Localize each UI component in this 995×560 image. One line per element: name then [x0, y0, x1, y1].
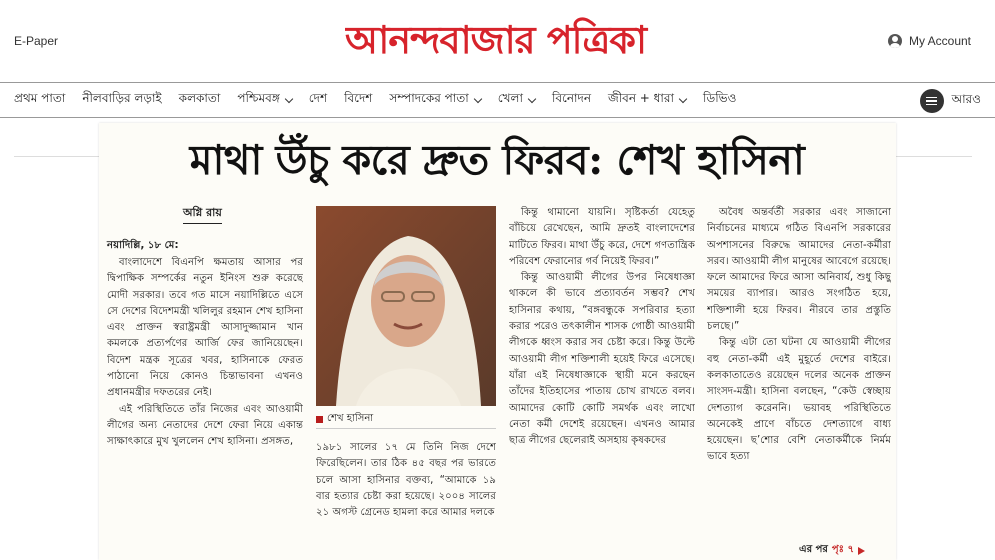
- chevron-down-icon: [474, 94, 482, 102]
- hamburger-icon: [920, 89, 944, 113]
- paragraph: অবৈধ অন্তর্বর্তী সরকার এবং সাজানো নির্বাচনের মাধ্যমে গঠিত বিএনপি সরকারের অপশাসনের বিরুদ্ধে আমাদের নেতা-কর্মীরা সরব। আওয়ামী লীগ মানুষের আবেগে রয়েছে। ফলে আমাদের ফিরে আসা অনিবার্য, শুধু কিছু সময়ের ব্যাপার। আরও সংগঠিত হয়ে, শক্তিশালী হয়ে ফিরব। নীরবে তার প্রস্তুতি চলছে।”: [707, 207, 891, 333]
- continued-on-page[interactable]: [799, 542, 865, 559]
- photo-caption-text: শেখ হাসিনা: [327, 413, 374, 424]
- paragraph: কিন্তু এটা তো ঘটনা যে আওয়ামী লীগের বহু নেতা-কর্মী এই মুহূর্তে দেশের বাইরে। কলকাতাতেও রয়েছেন দলের অনেক প্রাক্তন সাংসদ-মন্ত্রী। হাসিনা বলছেন, “কেউ স্বেচ্ছায় দেশত্যাগ করেননি। ভয়াবহ পরিস্থিতিতে অনেকেই প্রাণে বাঁচতে দেশত্যাগে বাধ্য হয়েছেন। ছ’শোর বেশি নেতাকর্মীকে নির্মম ভাবে হত্যা: [707, 337, 891, 463]
- article-headline: মাথা উঁচু করে দ্রুত ফিরব: শেখ হাসিনা: [189, 136, 805, 184]
- nav-item-label: প্রথম পাতা: [14, 91, 66, 105]
- epaper-link[interactable]: E-Paper: [14, 34, 59, 48]
- nav-item-label: কলকাতা: [178, 91, 221, 105]
- nav-item[interactable]: [237, 90, 291, 110]
- my-account-label: My Account: [908, 34, 971, 48]
- article-byline: অগ্নি রায়: [183, 205, 222, 224]
- nav-item[interactable]: [552, 90, 591, 110]
- nav-item-label: বিনোদন: [551, 91, 591, 105]
- epaper-clipping[interactable]: [99, 123, 896, 560]
- main-nav: [0, 82, 995, 118]
- nav-item[interactable]: [703, 90, 736, 110]
- article-photo: [316, 206, 496, 406]
- continued-label: এর পর: [799, 544, 828, 555]
- caption-marker-icon: [316, 416, 323, 423]
- continued-page-number: পৃঃ ৭: [831, 544, 854, 555]
- article-column-4: [707, 205, 891, 541]
- more-menu-button[interactable]: [920, 89, 981, 113]
- more-label: আরও: [951, 92, 981, 106]
- content-area: [0, 118, 995, 560]
- nav-item-label: দেশ: [308, 91, 328, 105]
- nav-item[interactable]: [82, 90, 161, 110]
- paragraph: কিন্তু আওয়ামী লীগের উপর নিষেধাজ্ঞা থাকলে কী ভাবে প্রত্যাবর্তন সম্ভব? শেখ হাসিনার কথায়, “বঙ্গবন্ধুকে সপরিবার হত্যা করার পরেও তৎকালীন শাসক গোষ্ঠী আওয়ামী লীগকে ধ্বংস করার সব চেষ্টা করে। কিন্তু উল্টে আওয়ামী লীগ শক্তিশালী হয়েই ফিরে এসেছে। যাঁরা এই নিষেধাজ্ঞাকে স্থায়ী মনে করছেন তাঁদের ইতিহাসের পাতায় চোখ রাখতে বলব। আমাদের কোটি কোটি সমর্থক এবং লাখো নেতা কর্মী দেশেই রয়েছেন। এখনও আমার ছাত্র লীগের ছেলেরাই অসহায় কৃষকদের: [509, 272, 695, 447]
- chevron-down-icon: [679, 94, 687, 102]
- paragraph: কিন্তু থামানো যায়নি। সৃষ্টিকর্তা যেহেতু বাঁচিয়ে রেখেছেন, আমি দ্রুতই বাংলাদেশের মাটিতে ফিরব। মাথা উঁচু করে, দেশে গণতান্ত্রিক পরিবেশ ফেরানোর গর্ব নিয়েই ফিরব।”: [509, 207, 695, 267]
- site-logo[interactable]: আনন্দবাজার পত্রিকা: [345, 17, 647, 62]
- nav-item-label: পশ্চিমবঙ্গ: [237, 91, 280, 105]
- play-arrow-icon: [858, 547, 865, 555]
- nav-item-label: জীবন + ধারা: [607, 91, 674, 105]
- nav-item[interactable]: [498, 90, 535, 110]
- nav-item-label: ডিভিও: [702, 91, 737, 105]
- chevron-down-icon: [528, 94, 536, 102]
- article-dateline: নয়াদিল্লি, ১৮ মে:: [107, 240, 179, 251]
- nav-item[interactable]: [389, 90, 480, 110]
- my-account-button[interactable]: [888, 34, 971, 48]
- nav-item[interactable]: [608, 90, 686, 110]
- nav-item[interactable]: [344, 90, 372, 110]
- nav-item-label: খেলা: [497, 91, 523, 105]
- paragraph: এই পরিস্থিতিতে তাঁর নিজের এবং আওয়ামী লীগের অন্য নেতাদের দেশে ফেরা নিয়ে একান্ত সাক্ষাৎকারে মুখ খুললেন শেখ হাসিনা। প্রসঙ্গত,: [107, 403, 303, 448]
- article-column-2: [316, 440, 496, 560]
- paragraph: বাংলাদেশে বিএনপি ক্ষমতায় আসার পর দ্বিপাক্ষিক সম্পর্কের নতুন ইনিংস শুরু করেছে মোদী সরকার। তবে গত মাসে নয়াদিল্লিতে এসে সে দেশের বিদেশমন্ত্রী খলিলুর রহমান শেখ হাসিনা এবং প্রাক্তন স্বরাষ্ট্রমন্ত্রী আসাদুজ্জামান খান কমলকে প্রত্যর্পণের আর্জি ফের জানিয়েছেন। বিদেশ মন্ত্রক সূত্রের খবর, হাসিনাকে ফেরত পাঠানো নিয়ে কোনও চিন্তাভাবনা এখনও প্রধানমন্ত্রীর দফতরের নেই।: [107, 257, 303, 399]
- user-icon: [888, 34, 902, 48]
- nav-item[interactable]: [309, 90, 327, 110]
- paragraph: ১৯৮১ সালের ১৭ মে তিনি নিজ দেশে ফিরেছিলেন। তার ঠিক ৪৫ বছর পর ভারতে চলে আসা হাসিনার বক্তব্য, “আমাকে ১৯ বার হত্যার চেষ্টা করা হয়েছে। ২০০৪ সালের ২১ অগস্ট গ্রেনেড হামলা করে আমার দলকে: [316, 442, 496, 519]
- nav-item[interactable]: [14, 90, 65, 110]
- nav-item[interactable]: [179, 90, 221, 110]
- article-column-1: [107, 255, 303, 560]
- chevron-down-icon: [285, 94, 293, 102]
- photo-caption: [316, 411, 496, 429]
- nav-item-label: বিদেশ: [344, 91, 373, 105]
- site-header: [0, 0, 995, 82]
- nav-item-label: নীলবাড়ির লড়াই: [82, 91, 162, 105]
- nav-item-label: সম্পাদকের পাতা: [389, 91, 469, 105]
- article-column-3: [509, 205, 695, 560]
